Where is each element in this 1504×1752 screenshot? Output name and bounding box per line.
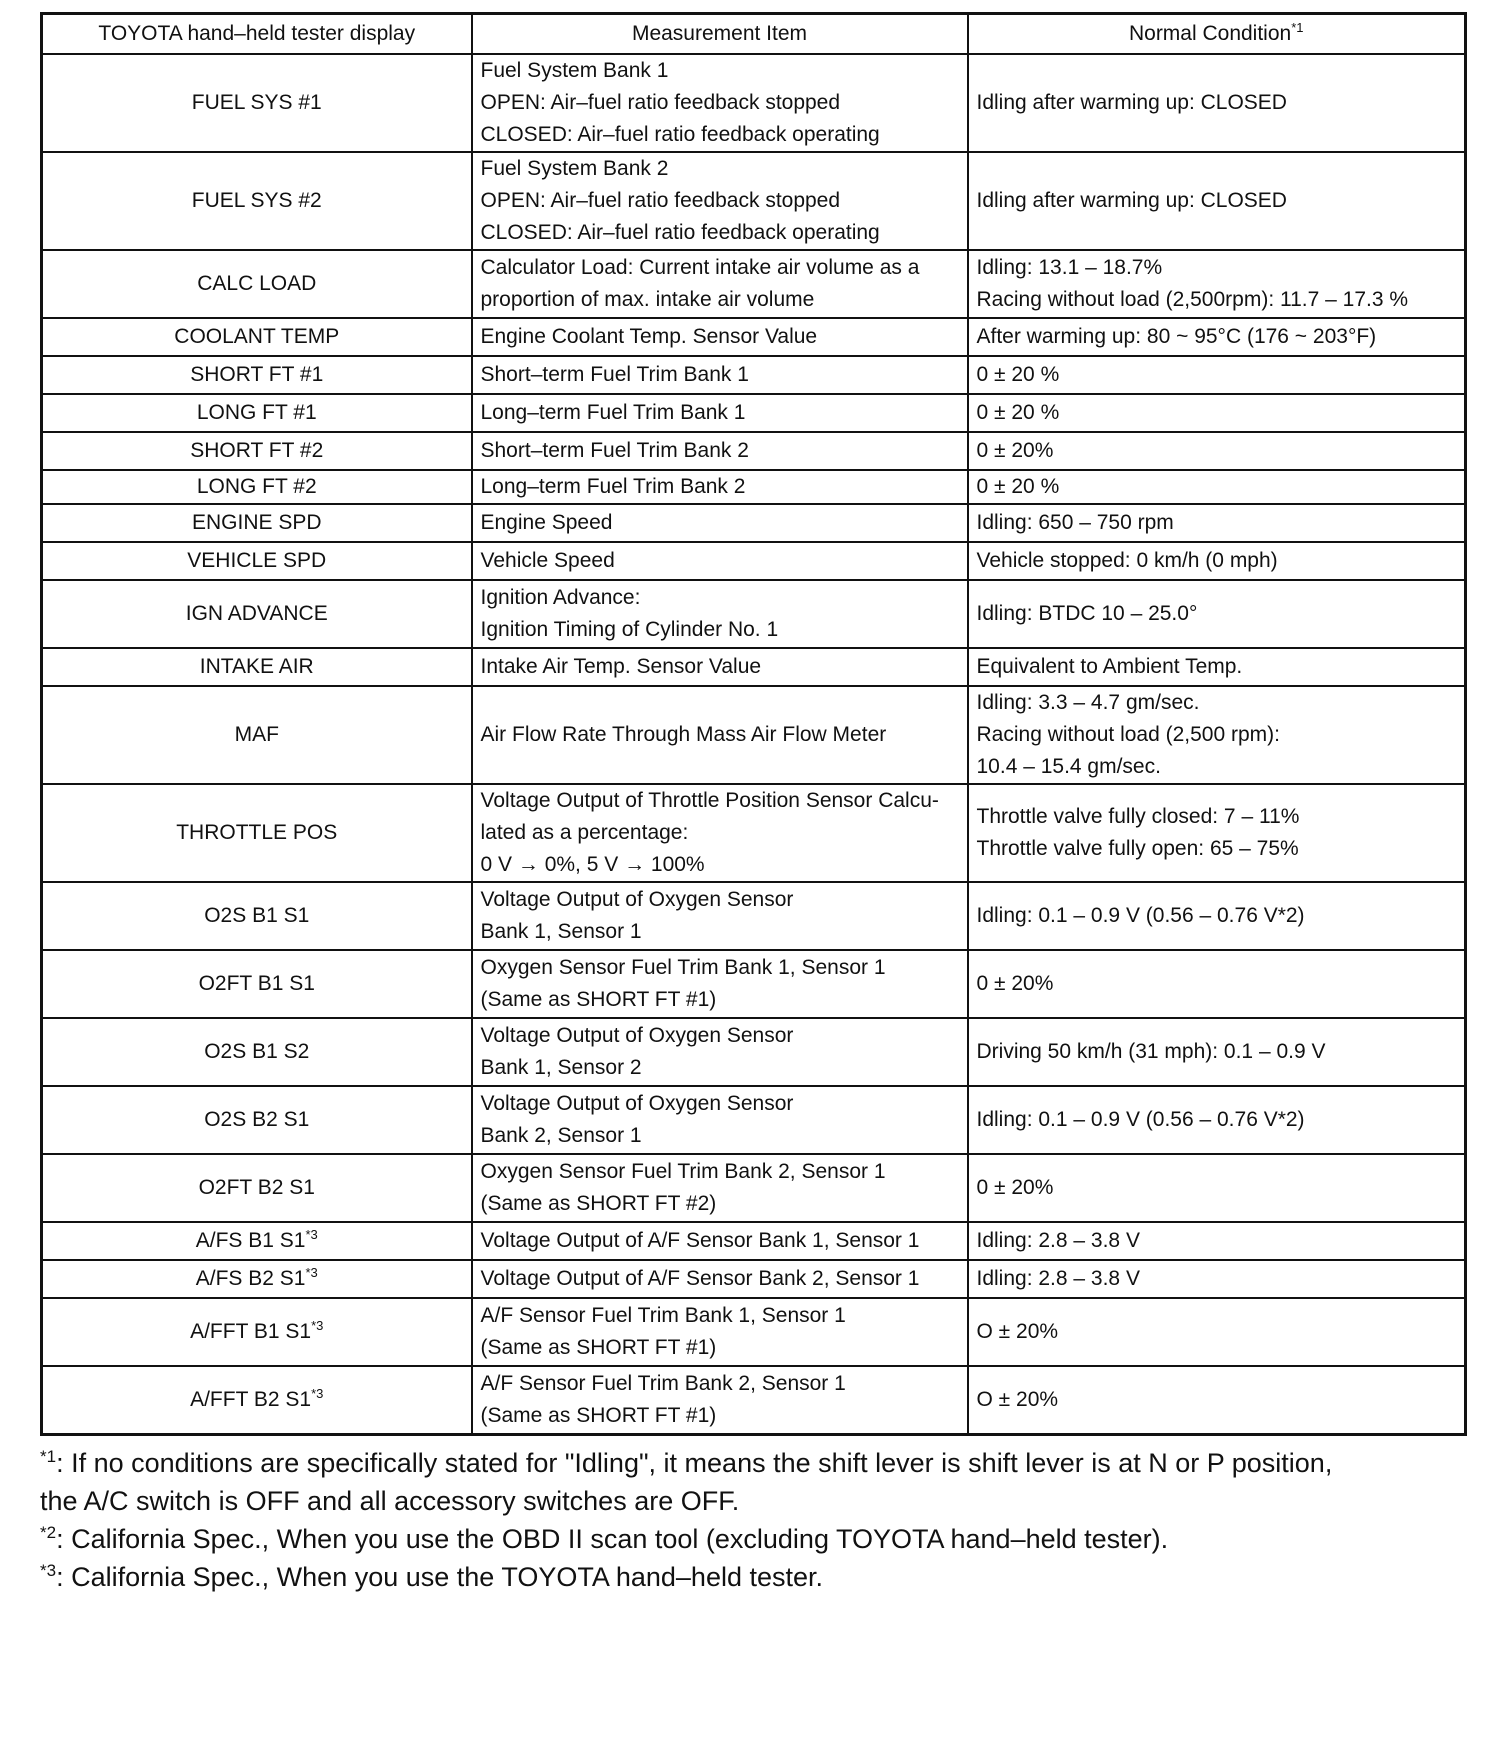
cell-tester-display xyxy=(42,580,472,648)
measurement-line: Voltage Output of A/F Sensor Bank 2, Sensor 1 xyxy=(480,1267,920,1290)
condition-line: Idling: 650 – 750 rpm xyxy=(976,511,1174,534)
condition-line: Idling: 2.8 – 3.8 V xyxy=(976,1267,1140,1290)
display-label: VEHICLE SPD xyxy=(187,549,327,572)
display-label: A/FS B2 S1 xyxy=(195,1267,306,1290)
cell-tester-display xyxy=(42,504,472,542)
cell-tester-display xyxy=(42,470,472,504)
data-list-table xyxy=(40,12,1467,1436)
display-label: THROTTLE POS xyxy=(176,821,338,844)
cell-tester-display xyxy=(42,54,472,152)
header-normal-condition: Normal Condition$^{*1}$ xyxy=(968,14,1466,55)
table-row xyxy=(42,1222,1466,1260)
cell-tester-display xyxy=(42,882,472,950)
cell-measurement-item xyxy=(472,542,968,580)
display-label: O2S B2 S1 xyxy=(204,1108,310,1131)
measurement-line: 0 V → 0%, 5 V → 100% xyxy=(480,853,705,876)
table-row xyxy=(42,1154,1466,1222)
cell-measurement-item xyxy=(472,1298,968,1366)
condition-line: Idling: 0.1 – 0.9 V (0.56 – 0.76 V*2) xyxy=(976,1108,1305,1131)
cell-normal-condition xyxy=(968,470,1466,504)
cell-tester-display xyxy=(42,1260,472,1298)
condition-line: O ± 20% xyxy=(976,1320,1059,1343)
cell-measurement-item xyxy=(472,580,968,648)
display-label: ENGINE SPD xyxy=(191,511,322,534)
footnote-line xyxy=(40,1482,1464,1520)
cell-measurement-item xyxy=(472,432,968,470)
display-label: O2FT B2 S1 xyxy=(198,1176,315,1199)
measurement-line: proportion of max. intake air volume xyxy=(480,288,815,311)
cell-measurement-item xyxy=(472,1222,968,1260)
cell-tester-display xyxy=(42,250,472,318)
footnote-line xyxy=(40,1444,1464,1482)
cell-tester-display xyxy=(42,356,472,394)
table-row xyxy=(42,152,1466,250)
footnote-text: : California Spec., When you use the TOYOTA hand–held tester. xyxy=(56,1561,824,1592)
cell-measurement-item xyxy=(472,950,968,1018)
cell-tester-display xyxy=(42,1086,472,1154)
display-label: O2S B1 S2 xyxy=(204,1040,310,1063)
cell-tester-display xyxy=(42,1154,472,1222)
table-row xyxy=(42,250,1466,318)
condition-line: Racing without load (2,500rpm): 11.7 – 17.3 % xyxy=(976,288,1409,311)
footnote-ref: *1 xyxy=(1291,20,1304,35)
table-row xyxy=(42,784,1466,882)
cell-tester-display xyxy=(42,1298,472,1366)
condition-line: Racing without load (2,500 rpm): xyxy=(976,723,1280,746)
cell-tester-display xyxy=(42,648,472,686)
footnote-mark: *3 xyxy=(40,1560,57,1580)
measurement-line: Voltage Output of Oxygen Sensor xyxy=(480,888,794,911)
measurement-line: A/F Sensor Fuel Trim Bank 2, Sensor 1 xyxy=(480,1371,846,1395)
table-row xyxy=(42,1086,1466,1154)
condition-line: Throttle valve fully open: 65 – 75% xyxy=(976,837,1299,860)
table-header-row xyxy=(42,14,1466,55)
footnote-text: the A/C switch is OFF and all accessory switches are OFF. xyxy=(40,1485,740,1516)
cell-normal-condition xyxy=(968,250,1466,318)
cell-measurement-item xyxy=(472,54,968,152)
cell-tester-display xyxy=(42,542,472,580)
measurement-line: (Same as SHORT FT #2) xyxy=(480,1192,717,1215)
measurement-line: Long–term Fuel Trim Bank 1 xyxy=(480,401,746,424)
spec-sheet xyxy=(40,12,1464,1596)
cell-measurement-item xyxy=(472,318,968,356)
cell-tester-display xyxy=(42,152,472,250)
cell-tester-display xyxy=(42,1018,472,1086)
condition-line: Driving 50 km/h (31 mph): 0.1 – 0.9 V xyxy=(976,1040,1326,1063)
measurement-line: Short–term Fuel Trim Bank 1 xyxy=(480,363,749,386)
display-label: FUEL SYS #2 xyxy=(191,189,322,212)
condition-line: Idling: 3.3 – 4.7 gm/sec. xyxy=(976,691,1200,714)
table-row xyxy=(42,648,1466,686)
table-row xyxy=(42,1298,1466,1366)
footnote-text: : California Spec., When you use the OBD II scan tool (excluding TOYOTA hand–held tester). xyxy=(56,1523,1169,1554)
measurement-line: CLOSED: Air–fuel ratio feedback operating xyxy=(480,221,880,244)
footnote-line xyxy=(40,1558,1464,1596)
display-label: O2FT B1 S1 xyxy=(198,972,315,995)
header-tester-display: TOYOTA hand–held tester display xyxy=(42,14,472,55)
condition-line: 0 ± 20% xyxy=(976,1176,1054,1199)
display-label: LONG FT #2 xyxy=(196,475,317,498)
table-row xyxy=(42,1260,1466,1298)
cell-normal-condition xyxy=(968,318,1466,356)
table-row xyxy=(42,432,1466,470)
condition-line: 10.4 – 15.4 gm/sec. xyxy=(976,755,1161,778)
table-row xyxy=(42,1366,1466,1434)
cell-measurement-item xyxy=(472,784,968,882)
display-label: FUEL SYS #1 xyxy=(191,91,322,114)
table-row xyxy=(42,950,1466,1018)
condition-line: 0 ± 20 % xyxy=(976,363,1060,386)
cell-normal-condition xyxy=(968,394,1466,432)
cell-normal-condition xyxy=(968,1086,1466,1154)
display-label: O2S B1 S1 xyxy=(204,904,310,927)
measurement-line: Fuel System Bank 2 xyxy=(480,157,669,180)
cell-tester-display xyxy=(42,950,472,1018)
display-label: MAF xyxy=(234,723,279,746)
measurement-line: Voltage Output of Oxygen Sensor xyxy=(480,1092,794,1115)
display-label: A/FFT B2 S1 xyxy=(190,1387,312,1411)
condition-line: Idling after warming up: CLOSED xyxy=(976,91,1287,114)
table-row xyxy=(42,470,1466,504)
cell-normal-condition xyxy=(968,950,1466,1018)
measurement-line: (Same as SHORT FT #1) xyxy=(480,988,717,1011)
condition-line: Throttle valve fully closed: 7 – 11% xyxy=(976,805,1300,828)
condition-line: Idling: 13.1 – 18.7% xyxy=(976,256,1163,279)
condition-line: Idling after warming up: CLOSED xyxy=(976,189,1287,212)
footnote-ref: *3 xyxy=(311,1385,324,1401)
cell-measurement-item xyxy=(472,152,968,250)
measurement-line: Ignition Advance: xyxy=(480,586,641,609)
cell-normal-condition xyxy=(968,504,1466,542)
table-row xyxy=(42,1018,1466,1086)
measurement-line: CLOSED: Air–fuel ratio feedback operating xyxy=(480,123,880,146)
cell-normal-condition xyxy=(968,1260,1466,1298)
condition-line: 0 ± 20% xyxy=(976,439,1054,462)
cell-tester-display xyxy=(42,432,472,470)
display-label: IGN ADVANCE xyxy=(185,602,328,625)
cell-tester-display xyxy=(42,1366,472,1434)
display-label: SHORT FT #2 xyxy=(190,439,324,462)
cell-tester-display xyxy=(42,394,472,432)
cell-normal-condition xyxy=(968,1018,1466,1086)
cell-normal-condition xyxy=(968,1154,1466,1222)
display-label: SHORT FT #1 xyxy=(190,363,324,386)
measurement-line: A/F Sensor Fuel Trim Bank 1, Sensor 1 xyxy=(480,1304,846,1327)
cell-measurement-item xyxy=(472,250,968,318)
measurement-line: Engine Speed xyxy=(480,511,613,534)
cell-normal-condition xyxy=(968,152,1466,250)
cell-normal-condition xyxy=(968,1222,1466,1260)
table-row xyxy=(42,542,1466,580)
cell-measurement-item xyxy=(472,1086,968,1154)
display-label: COOLANT TEMP xyxy=(174,325,340,348)
cell-tester-display xyxy=(42,686,472,784)
measurement-line: (Same as SHORT FT #1) xyxy=(480,1403,717,1427)
measurement-line: Short–term Fuel Trim Bank 2 xyxy=(480,439,749,462)
footnotes xyxy=(40,1444,1464,1596)
table-row xyxy=(42,580,1466,648)
condition-line: Idling: BTDC 10 – 25.0° xyxy=(976,602,1198,625)
display-label: A/FS B1 S1 xyxy=(195,1229,306,1252)
cell-measurement-item xyxy=(472,470,968,504)
cell-normal-condition xyxy=(968,1298,1466,1366)
measurement-line: Voltage Output of Oxygen Sensor xyxy=(480,1024,794,1047)
cell-normal-condition xyxy=(968,542,1466,580)
table-body xyxy=(42,54,1466,1434)
condition-line: Idling: 0.1 – 0.9 V (0.56 – 0.76 V*2) xyxy=(976,904,1305,927)
cell-normal-condition xyxy=(968,882,1466,950)
measurement-line: lated as a percentage: xyxy=(480,821,689,844)
measurement-line: Long–term Fuel Trim Bank 2 xyxy=(480,475,746,498)
cell-measurement-item xyxy=(472,356,968,394)
table-row xyxy=(42,356,1466,394)
cell-normal-condition xyxy=(968,648,1466,686)
table-row xyxy=(42,54,1466,152)
cell-tester-display xyxy=(42,1222,472,1260)
measurement-line: Ignition Timing of Cylinder No. 1 xyxy=(480,618,779,641)
footnote-ref: *3 xyxy=(305,1227,318,1242)
measurement-line: Calculator Load: Current intake air volume as a xyxy=(480,256,920,279)
cell-normal-condition xyxy=(968,356,1466,394)
cell-normal-condition xyxy=(968,784,1466,882)
cell-measurement-item xyxy=(472,1154,968,1222)
measurement-line: OPEN: Air–fuel ratio feedback stopped xyxy=(480,189,841,212)
cell-tester-display xyxy=(42,318,472,356)
cell-normal-condition xyxy=(968,432,1466,470)
display-label: INTAKE AIR xyxy=(199,655,314,678)
measurement-line: Voltage Output of A/F Sensor Bank 1, Sensor 1 xyxy=(480,1229,920,1252)
cell-normal-condition xyxy=(968,1366,1466,1434)
condition-line: 0 ± 20 % xyxy=(976,401,1060,424)
footnote-ref: *3 xyxy=(311,1318,324,1333)
condition-line: After warming up: 80 ~ 95°C (176 ~ 203°F) xyxy=(976,325,1377,348)
display-label: LONG FT #1 xyxy=(196,401,317,424)
measurement-line: OPEN: Air–fuel ratio feedback stopped xyxy=(480,91,841,114)
display-label: CALC LOAD xyxy=(197,272,317,295)
measurement-line: Bank 1, Sensor 2 xyxy=(480,1056,642,1079)
condition-line: Equivalent to Ambient Temp. xyxy=(976,655,1243,678)
cell-tester-display xyxy=(42,784,472,882)
condition-line: Vehicle stopped: 0 km/h (0 mph) xyxy=(976,549,1278,572)
footnote-mark: *2 xyxy=(40,1522,57,1542)
measurement-line: (Same as SHORT FT #1) xyxy=(480,1336,717,1359)
cell-measurement-item xyxy=(472,686,968,784)
condition-line: 0 ± 20 % xyxy=(976,475,1060,498)
condition-line: Idling: 2.8 – 3.8 V xyxy=(976,1229,1140,1252)
cell-measurement-item xyxy=(472,394,968,432)
table-row xyxy=(42,504,1466,542)
cell-normal-condition xyxy=(968,686,1466,784)
cell-measurement-item xyxy=(472,882,968,950)
footnote-mark: *1 xyxy=(40,1446,57,1466)
measurement-line: Engine Coolant Temp. Sensor Value xyxy=(480,325,818,348)
measurement-line: Intake Air Temp. Sensor Value xyxy=(480,655,762,678)
table-row xyxy=(42,394,1466,432)
table-row xyxy=(42,882,1466,950)
condition-line: O ± 20% xyxy=(976,1387,1059,1411)
measurement-line: Vehicle Speed xyxy=(480,549,615,572)
cell-measurement-item xyxy=(472,504,968,542)
measurement-line: Voltage Output of Throttle Position Sensor Calcu- xyxy=(480,789,939,812)
measurement-line: Oxygen Sensor Fuel Trim Bank 1, Sensor 1 xyxy=(480,956,886,979)
condition-line: 0 ± 20% xyxy=(976,972,1054,995)
display-label: A/FFT B1 S1 xyxy=(190,1320,312,1343)
table-row xyxy=(42,686,1466,784)
measurement-line: Fuel System Bank 1 xyxy=(480,59,669,82)
measurement-line: Bank 2, Sensor 1 xyxy=(480,1124,642,1147)
footnote-line xyxy=(40,1520,1464,1558)
table-row xyxy=(42,318,1466,356)
cell-normal-condition xyxy=(968,580,1466,648)
footnote-text: : If no conditions are specifically stated for "Idling", it means the shift lever is shift lever is at N or P position, xyxy=(56,1447,1333,1478)
measurement-line: Bank 1, Sensor 1 xyxy=(480,920,642,943)
cell-measurement-item xyxy=(472,1366,968,1434)
footnote-ref: *3 xyxy=(305,1265,318,1280)
cell-normal-condition xyxy=(968,54,1466,152)
measurement-line: Air Flow Rate Through Mass Air Flow Meter xyxy=(480,723,887,746)
measurement-line: Oxygen Sensor Fuel Trim Bank 2, Sensor 1 xyxy=(480,1160,886,1183)
cell-measurement-item xyxy=(472,648,968,686)
cell-measurement-item xyxy=(472,1018,968,1086)
header-measurement-item: Measurement Item xyxy=(472,14,968,55)
cell-measurement-item xyxy=(472,1260,968,1298)
